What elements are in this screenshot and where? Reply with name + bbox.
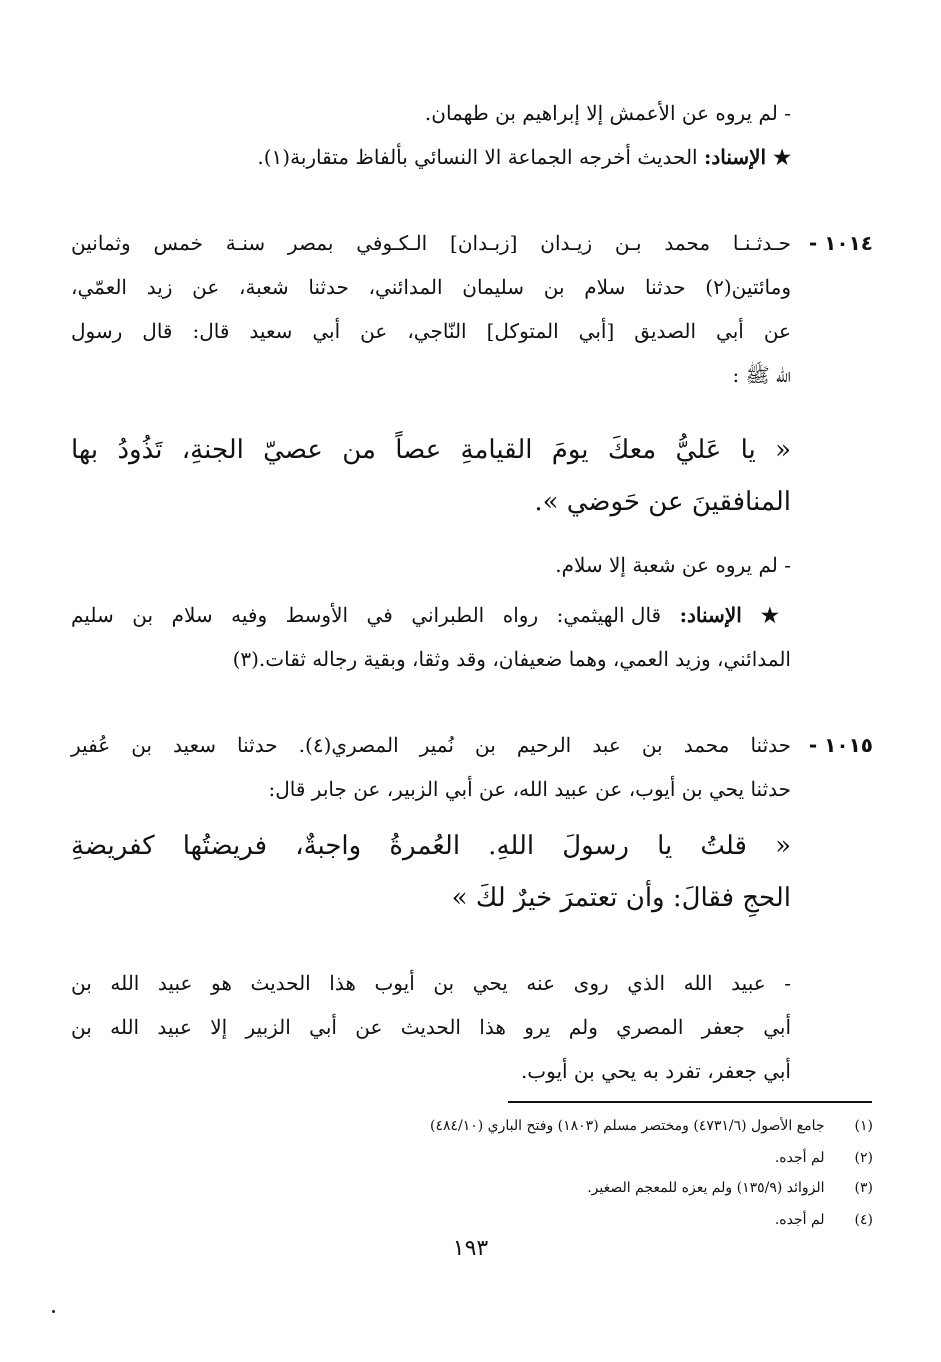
footnote-text: الزوائد (١٣٥/٩) ولم يعزه للمعجم الصغير. — [587, 1180, 825, 1196]
h1015-note-2: أبي جعفر المصري ولم يرو هذا الحديث عن أبي الزبير إلا عبيد الله بن — [71, 1015, 791, 1039]
isnad-label: ★ الإسناد: — [679, 603, 792, 627]
footnote-text: لم أجده. — [774, 1212, 825, 1228]
h1014-matn-2: المنافقينَ عن حَوضي ». — [534, 487, 791, 517]
h1014-isnad-2: المدائني، وزيد العمي، وهما ضعيفان، وقد وثقا، وبقية رجاله ثقات.(٣) — [232, 647, 791, 671]
footnote-number: (٣) — [854, 1180, 873, 1196]
isnad-text: الحديث أخرجه الجماعة الا النسائي بألفاظ متقاربة(١). — [257, 145, 698, 169]
footnote-text: جامع الأصول (٤٧٣١/٦) ومختصر مسلم (١٨٠٣) وفتح الباري (٤٨٤/١٠) — [429, 1118, 825, 1134]
h1014-matn-1: « يا عَليُّ معكَ يومَ القيامةِ عصاً من عصيّ الجنةِ، تَذُودُ بها — [71, 435, 791, 465]
footnote-number: (٤) — [854, 1212, 873, 1228]
scan-speck — [52, 1310, 55, 1313]
footnote-2 — [775, 1148, 873, 1168]
hadith-number-1015: ١٠١٥ - — [808, 733, 873, 757]
footnote-number: (١) — [854, 1118, 873, 1134]
hadith-number-1014: ١٠١٤ - — [808, 231, 873, 255]
h1014-line-2: ومائتين(٢) حدثنا سلام بن سليمان المدائني، حدثنا شعبة، عن زيد العمّي، — [71, 275, 791, 299]
h1015-line-1: حدثنا محمد بن عبد الرحيم بن نُمير المصري(٤). حدثنا سعيد بن عُفير — [71, 733, 791, 757]
footnote-3 — [587, 1178, 873, 1198]
footnote-number: (٢) — [854, 1150, 873, 1166]
h1015-matn-1: « قلتُ يا رسولَ اللهِ. العُمرةُ واجبةٌ، فريضتُها كفريضةِ — [71, 831, 791, 861]
h1015-note-3: أبي جعفر، تفرد به يحي بن أيوب. — [520, 1059, 791, 1083]
h1015-note-1: - عبيد الله الذي روى عنه يحي بن أيوب هذا الحديث هو عبيد الله بن — [71, 971, 791, 995]
h1014-line-3: عن أبي الصديق [أبي المتوكل] النّاجي، عن أبي سعيد قال: قال رسول — [71, 319, 791, 343]
top-isnad — [71, 142, 791, 172]
h1015-matn-2: الحجِ فقالَ: وأن تعتمرَ خيرٌ لكَ » — [451, 883, 791, 913]
footnote-text: لم أجده. — [774, 1150, 825, 1166]
top-note: - لم يروه عن الأعمش إلا إبراهيم بن طهمان. — [424, 101, 791, 125]
h1014-line-4: الله ﷺ : — [732, 363, 791, 387]
h1014-note: - لم يروه عن شعبة إلا سلام. — [555, 553, 791, 577]
isnad-text: قال الهيثمي: رواه الطبراني في الأوسط وفيه سلام بن سليم — [71, 603, 662, 627]
footnote-1 — [430, 1116, 873, 1136]
h1015-line-2: حدثنا يحي بن أيوب، عن عبيد الله، عن أبي الزبير، عن جابر قال: — [268, 777, 791, 801]
isnad-label: ★ الإسناد: — [703, 145, 791, 169]
page-number: ١٩٣ — [452, 1236, 489, 1261]
footnote-divider — [508, 1101, 872, 1103]
h1014-isnad-1 — [71, 600, 791, 630]
footnote-4 — [775, 1210, 873, 1230]
h1014-line-1: حـدثـنـا محمد بـن زيـدان [زبـدان] الـكـوفي بمصر سنـة خمس وثمانين — [71, 231, 791, 255]
